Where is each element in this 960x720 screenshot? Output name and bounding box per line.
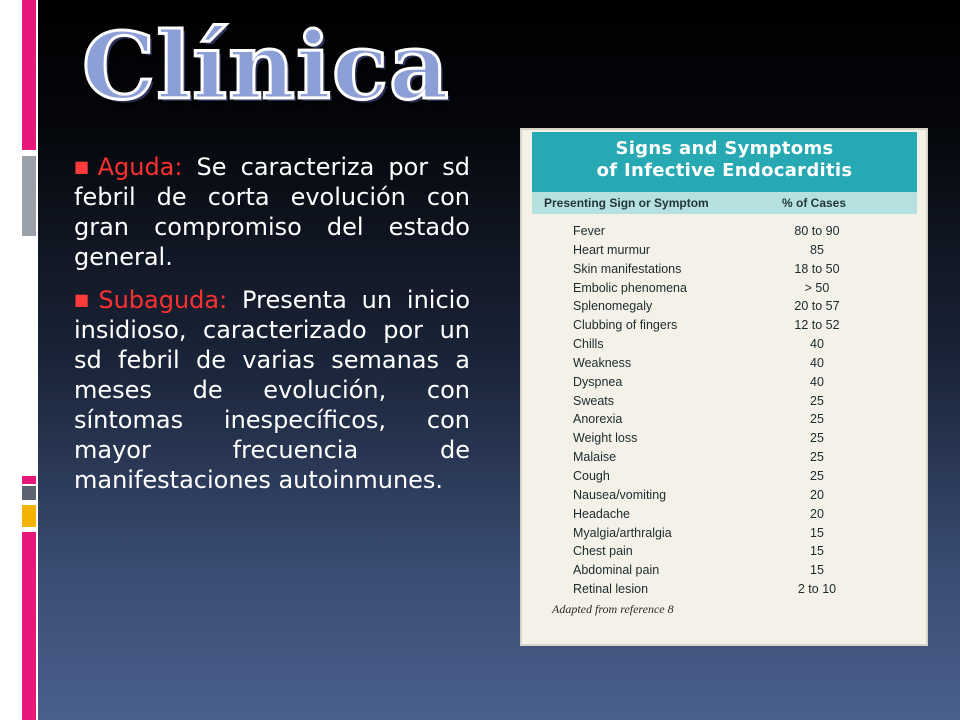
square-bullet-icon: ■ [74,290,97,309]
row-sign: Clubbing of fingers [573,318,678,333]
row-percent: 20 [810,487,824,502]
table-row [532,411,917,430]
row-percent: 85 [810,242,824,257]
deco-bar-gray-top [22,156,36,236]
slide-title: Clínica [82,12,450,120]
row-sign: Cough [573,468,610,483]
table-body [532,223,917,600]
column-pct-header: % of Cases [782,196,847,210]
row-percent: 25 [810,393,824,408]
row-percent: 18 to 50 [794,261,840,276]
table-row [532,261,917,280]
table-row [532,562,917,581]
row-percent: 40 [810,374,824,389]
bullet-aguda [74,152,470,272]
table-title-line1: Signs and Symptoms [615,138,834,159]
table-row [532,393,917,412]
table-row [532,242,917,261]
table-row [532,298,917,317]
table-row [532,430,917,449]
deco-bar-pink-bottom [22,532,36,720]
table-row [532,223,917,242]
table-row [532,374,917,393]
row-sign: Dyspnea [573,374,623,389]
row-sign: Weakness [573,355,632,370]
row-sign: Fever [573,224,605,238]
row-percent: 40 [810,337,824,352]
bullet-term: Aguda: [97,153,183,181]
row-percent: > 50 [804,280,830,295]
row-sign: Heart murmur [573,242,651,257]
row-sign: Malaise [573,450,617,465]
row-sign: Retinal lesion [573,582,649,597]
row-percent: 25 [810,412,824,427]
table-row [532,487,917,506]
bullet-subaguda [74,285,470,495]
deco-bar-pink-top [22,0,36,150]
row-sign: Abdominal pain [573,563,660,578]
bullet-text: Se caracteriza por sd febril de corta evolución con gran compromiso del estado general. [74,153,470,271]
bullet-list [74,152,470,508]
row-percent: 20 to 57 [794,299,840,314]
square-bullet-icon: ■ [74,157,96,176]
table-row [532,336,917,355]
table-column-header [532,192,917,214]
table-row [532,525,917,544]
row-sign: Nausea/vomiting [573,487,667,502]
row-percent: 15 [810,563,824,578]
row-percent: 25 [810,450,824,465]
table-row [532,317,917,336]
row-percent: 12 to 52 [794,318,840,333]
row-sign: Anorexia [573,412,623,427]
row-sign: Sweats [573,393,614,408]
table-row [532,506,917,525]
row-percent: 40 [810,355,824,370]
table-row [532,581,917,600]
table-footnote: Adapted from reference 8 [552,602,674,616]
table-row [532,543,917,562]
table-row [532,280,917,299]
row-percent: 25 [810,431,824,446]
row-percent: 25 [810,468,824,483]
row-sign: Splenomegaly [573,299,653,314]
table-row [532,468,917,487]
row-sign: Myalgia/arthralgia [573,525,672,540]
row-percent: 2 to 10 [797,582,837,597]
bullet-term: Subaguda: [98,286,228,314]
row-sign: Skin manifestations [573,261,682,276]
table-title [532,132,917,192]
row-sign: Weight loss [573,431,638,446]
deco-bar-gray-mid [22,486,36,500]
row-sign: Chest pain [573,544,633,559]
row-percent: 15 [810,544,824,559]
row-percent: 20 [810,506,824,521]
column-sign-header: Presenting Sign or Symptom [544,196,709,210]
table-title-line2: of Infective Endocarditis [596,160,853,181]
deco-bar-pink-mid [22,476,36,484]
row-sign: Headache [573,506,630,521]
table-row [532,355,917,374]
row-percent: 15 [810,525,824,540]
deco-bar-gold [22,505,36,527]
symptoms-table-figure [520,128,928,646]
bullet-text: Presenta un inicio insidioso, caracterizado por un sd febril de varias semanas a meses de evolución, con síntomas inespecíficos, con mayor frecuencia de manifestaciones autoinmunes. [74,286,471,494]
row-percent: 80 to 90 [794,224,840,238]
table-row [532,449,917,468]
row-sign: Embolic phenomena [573,280,687,295]
row-sign: Chills [573,337,604,352]
